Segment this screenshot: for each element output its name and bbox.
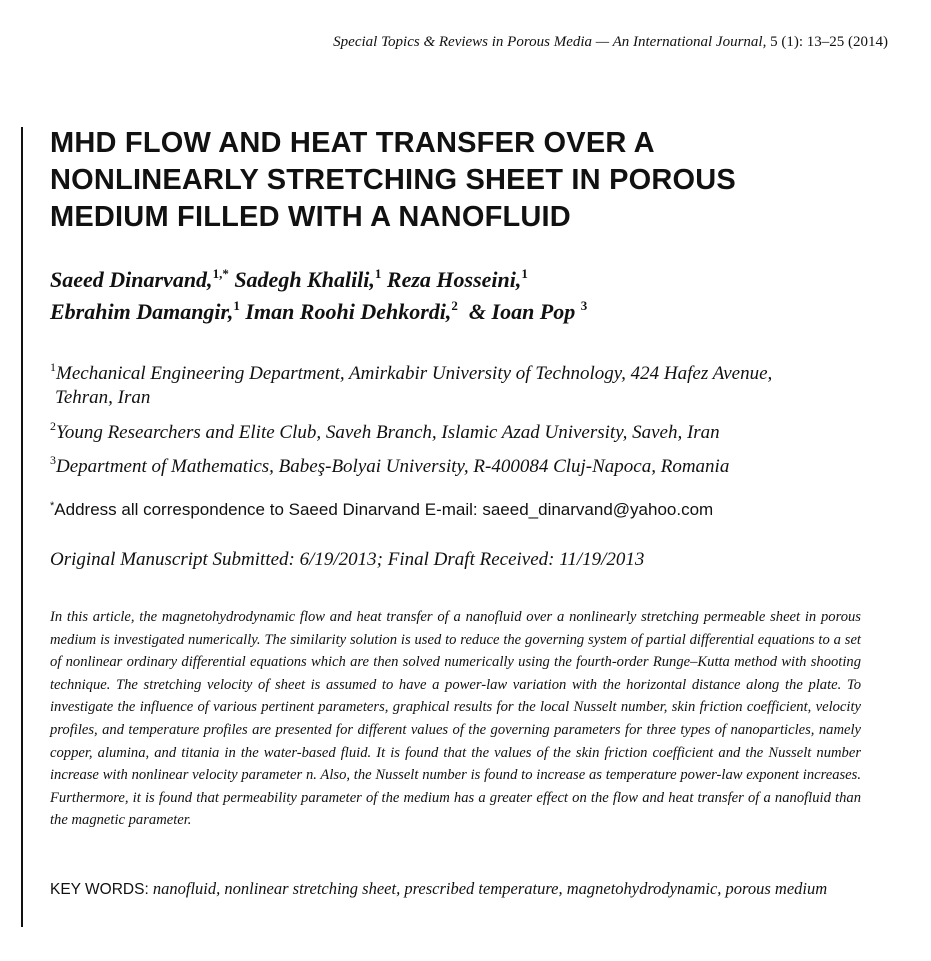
author-affil-mark: 1 (521, 266, 528, 281)
correspondence-mark: * (50, 500, 55, 512)
author-affil-mark: 3 (580, 298, 588, 313)
author-list (50, 264, 890, 328)
author-affil-mark: 1,* (212, 266, 229, 281)
title-line: NONLINEARLY STRETCHING SHEET IN POROUS (50, 164, 736, 196)
side-rule (21, 127, 23, 927)
keywords-text: nanofluid, nonlinear stretching sheet, prescribed temperature, magnetohydrodynamic, porous medium (152, 879, 828, 898)
affil-number: 1 (50, 360, 56, 374)
submission-dates: Original Manuscript Submitted: 6/19/2013; Final Draft Received: 11/19/2013 (50, 549, 645, 570)
author-affil-mark: 1 (374, 266, 382, 281)
affil-text: Mechanical Engineering Department, Amirkabir University of Technology, 424 Hafez Avenue, (56, 363, 773, 384)
author-name: Ebrahim Damangir, (50, 299, 234, 324)
author-name: Sadegh Khalili, (234, 267, 375, 292)
journal-header (333, 34, 888, 51)
author-line (50, 264, 890, 296)
author-name: & Ioan Pop (468, 299, 576, 324)
title-line: MHD FLOW AND HEAT TRANSFER OVER A (50, 127, 655, 159)
author-name: Iman Roohi Dehkordi, (245, 299, 452, 324)
affil-number: 3 (50, 453, 56, 467)
author-name: Reza Hosseini, (386, 267, 522, 292)
affiliation-3 (50, 455, 890, 479)
abstract: In this article, the magnetohydrodynamic flow and heat transfer of a nanofluid over a nonlinearly stretching permeable sheet in porous medium is investigated numerically. The similarity solution is used to reduce the governing system of partial differential equations to a set of nonlinear ordinary differential equations which are then solved numerically using the fourth-order Runge–Kutta method with shooting technique. The stretching velocity of sheet is assumed to have a power-law variation with the horizontal distance along the plate. To investigate the influence of various pertinent parameters, graphical results for the local Nusselt number, skin friction coefficient, velocity profiles, and temperature profiles are presented for different values of the governing parameters for three types of nanoparticles, namely copper, alumina, and titania in the water-based fluid. It is found that the values of the skin friction coefficient and the Nusselt number increase with nonlinear velocity parameter n. Also, the Nusselt number is found to increase as temperature power-law exponent increases. Furthermore, it is found that permeability parameter of the medium has a greater effect on the flow and heat transfer of a nanofluid than the magnetic parameter. (50, 609, 861, 829)
keywords (50, 878, 861, 901)
author-affil-mark: 1 (233, 298, 240, 313)
affil-text: Young Researchers and Elite Club, Saveh Branch, Islamic Azad University, Saveh, Iran (56, 422, 720, 443)
correspondence-text: Address all correspondence to Saeed Dinarvand E-mail: saeed_dinarvand@yahoo.com (54, 500, 714, 519)
affiliation-1 (50, 362, 890, 410)
paper-title (50, 125, 880, 236)
author-line (50, 296, 890, 328)
author-affil-mark: 2 (451, 298, 458, 313)
correspondence-note (50, 498, 890, 522)
title-line: MEDIUM FILLED WITH A NANOFLUID (50, 201, 571, 233)
journal-name: Special Topics & Reviews in Porous Media — An International Journal, (333, 34, 767, 50)
author-name: Saeed Dinarvand, (50, 267, 213, 292)
journal-volume: 5 (1): 13–25 (2014) (770, 34, 888, 50)
affil-text-continued: Tehran, Iran (55, 387, 151, 408)
affil-text: Department of Mathematics, Babeş-Bolyai University, R-400084 Cluj-Napoca, Romania (56, 456, 730, 477)
affil-number: 2 (50, 419, 56, 433)
affiliation-2 (50, 421, 890, 445)
keywords-label: KEY WORDS: (50, 881, 149, 898)
